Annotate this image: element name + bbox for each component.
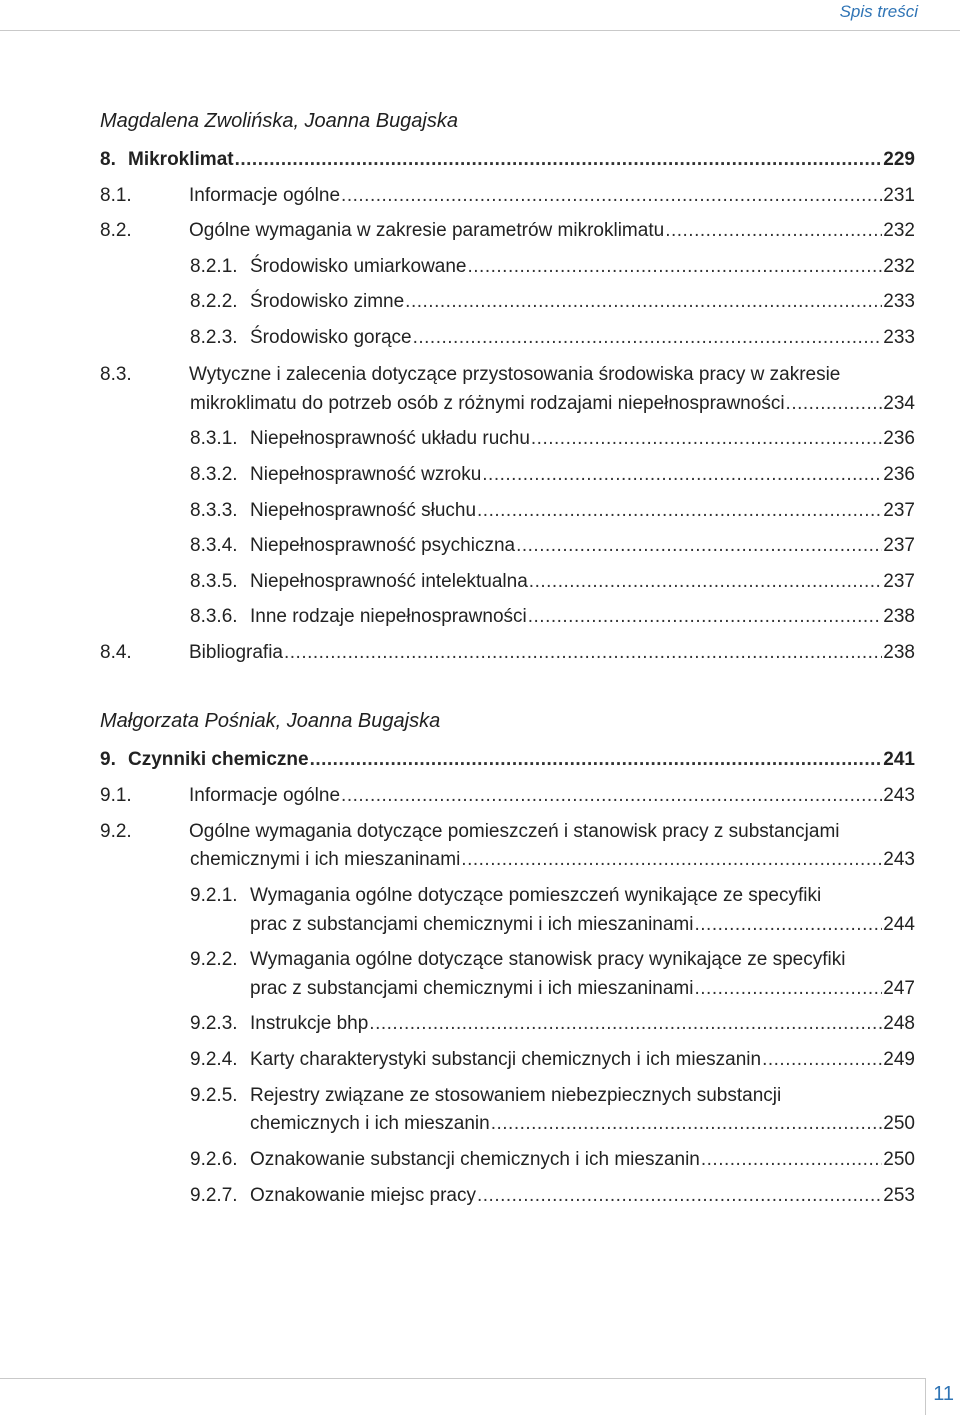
toc-entry-8-2[interactable] (100, 217, 915, 245)
toc-number: 9.2.4. (190, 1049, 238, 1070)
toc-title: Instrukcje bhp (250, 1013, 369, 1034)
toc-title: Wymagania ogólne dotyczące pomieszczeń wynikające ze specyfiki (250, 885, 822, 906)
toc-entry-9-2-5-line2[interactable] (250, 1110, 915, 1138)
toc-number: 8.4. (100, 642, 132, 663)
toc-page: 238 (883, 642, 915, 663)
dot-leader (516, 532, 882, 560)
section-title: Spis treści (839, 2, 918, 21)
toc-chapter-8[interactable] (100, 146, 915, 174)
toc-page: 247 (883, 978, 915, 999)
toc-page: 250 (883, 1149, 915, 1170)
toc-number: 8.3. (100, 364, 132, 385)
toc-page: 232 (883, 220, 915, 241)
dot-leader (762, 1046, 882, 1074)
toc-entry-8-3-6[interactable] (190, 603, 915, 631)
toc-entry-8-3-3[interactable] (190, 497, 915, 525)
toc-page: 253 (883, 1185, 915, 1206)
toc-entry-8-2-3[interactable] (190, 324, 915, 352)
toc-title-continued: prac z substancjami chemicznymi i ich mieszaninami (250, 978, 694, 999)
toc-number: 9.2. (100, 821, 132, 842)
dot-leader (477, 1182, 882, 1210)
toc-number: 8.3.1. (190, 428, 238, 449)
toc-entry-9-2-4[interactable] (190, 1046, 915, 1074)
toc-title: Bibliografia (189, 642, 283, 663)
toc-number: 8.1. (100, 185, 132, 206)
toc-number: 8.2.3. (190, 327, 238, 348)
dot-leader (701, 1146, 882, 1174)
toc-page: 237 (883, 535, 915, 556)
toc-entry-9-2-line1[interactable] (100, 818, 840, 846)
toc-number: 9.2.2. (190, 949, 238, 970)
toc-chapter-9[interactable] (100, 746, 915, 774)
dot-leader (477, 497, 882, 525)
dot-leader (468, 253, 883, 281)
toc-entry-9-2-1-line2[interactable] (250, 911, 915, 939)
toc-title-continued: mikroklimatu do potrzeb osób z różnymi rodzajami niepełnosprawności (190, 393, 785, 414)
toc-number: 9. (100, 749, 116, 770)
toc-page: 229 (883, 149, 915, 170)
toc-title: Informacje ogólne (189, 185, 341, 206)
dot-leader (531, 425, 882, 453)
toc-entry-9-2-3[interactable] (190, 1010, 915, 1038)
toc-entry-8-3-4[interactable] (190, 532, 915, 560)
toc-title-continued: prac z substancjami chemicznymi i ich mieszaninami (250, 914, 694, 935)
dot-leader (413, 324, 883, 352)
page-number-divider (925, 1378, 926, 1415)
toc-entry-8-3-5[interactable] (190, 568, 915, 596)
toc-entry-8-2-2[interactable] (190, 288, 915, 316)
toc-number: 8.2.1. (190, 256, 238, 277)
dot-leader (528, 603, 883, 631)
chapter-9-authors: Małgorzata Pośniak, Joanna Bugajska (100, 710, 441, 732)
toc-number: 9.2.5. (190, 1085, 238, 1106)
toc-entry-9-2-5-line1[interactable] (190, 1082, 781, 1110)
toc-number: 9.2.6. (190, 1149, 238, 1170)
toc-entry-8-3-line1[interactable] (100, 361, 840, 389)
toc-entry-9-2-2-line1[interactable] (190, 946, 845, 974)
toc-title: Środowisko gorące (250, 327, 412, 348)
toc-title: Niepełnosprawność słuchu (250, 500, 477, 521)
dot-leader (341, 782, 882, 810)
toc-entry-8-1[interactable] (100, 182, 915, 210)
toc-title: Środowisko umiarkowane (250, 256, 467, 277)
toc-entry-8-3-line2[interactable] (190, 390, 915, 418)
toc-page: 237 (883, 500, 915, 521)
dot-leader (235, 146, 883, 174)
toc-entry-8-3-2[interactable] (190, 461, 915, 489)
toc-title: Mikroklimat (128, 149, 234, 170)
toc-number: 8.3.3. (190, 500, 238, 521)
toc-page: 249 (883, 1049, 915, 1070)
toc-number: 8.3.2. (190, 464, 238, 485)
toc-entry-8-4[interactable] (100, 639, 915, 667)
toc-page: 250 (883, 1113, 915, 1134)
toc-number: 8.2. (100, 220, 132, 241)
toc-entry-9-2-2-line2[interactable] (250, 975, 915, 1003)
toc-page: 236 (883, 428, 915, 449)
toc-page: 233 (883, 291, 915, 312)
toc-number: 8.3.5. (190, 571, 238, 592)
toc-page: 241 (883, 749, 915, 770)
dot-leader (284, 639, 882, 667)
toc-page: 248 (883, 1013, 915, 1034)
toc-page: 233 (883, 327, 915, 348)
page-number: 11 (933, 1383, 954, 1405)
toc-title-continued: chemicznych i ich mieszanin (250, 1113, 490, 1134)
toc-number: 9.1. (100, 785, 132, 806)
toc-entry-9-2-line2[interactable] (190, 846, 915, 874)
toc-title: Ogólne wymagania dotyczące pomieszczeń i stanowisk pracy z substancjami (189, 821, 840, 842)
toc-page: 234 (883, 393, 915, 414)
toc-title: Informacje ogólne (189, 785, 341, 806)
toc-title: Wytyczne i zalecenia dotyczące przystosowania środowiska pracy w zakresie (189, 364, 841, 385)
toc-title: Oznakowanie substancji chemicznych i ich mieszanin (250, 1149, 700, 1170)
toc-page: 243 (883, 849, 915, 870)
toc-title: Ogólne wymagania w zakresie parametrów mikroklimatu (189, 220, 665, 241)
toc-page: 236 (883, 464, 915, 485)
toc-title: Niepełnosprawność psychiczna (250, 535, 516, 556)
toc-title: Niepełnosprawność układu ruchu (250, 428, 530, 449)
toc-number: 8. (100, 149, 116, 170)
dot-leader (665, 217, 882, 245)
dot-leader (482, 461, 882, 489)
toc-entry-9-2-1-line1[interactable] (190, 882, 821, 910)
toc-page: 231 (883, 185, 915, 206)
dot-leader (310, 746, 883, 774)
top-divider (0, 30, 960, 31)
toc-title: Niepełnosprawność intelektualna (250, 571, 528, 592)
toc-number: 8.3.6. (190, 606, 238, 627)
toc-number: 8.2.2. (190, 291, 238, 312)
dot-leader (461, 846, 882, 874)
toc-page: 238 (883, 606, 915, 627)
bottom-divider (0, 1378, 925, 1379)
toc-title: Karty charakterystyki substancji chemicznych i ich mieszanin (250, 1049, 762, 1070)
toc-page: 237 (883, 571, 915, 592)
toc-entry-8-2-1[interactable] (190, 253, 915, 281)
toc-entry-9-2-6[interactable] (190, 1146, 915, 1174)
toc-number: 8.3.4. (190, 535, 238, 556)
dot-leader (341, 182, 882, 210)
toc-entry-9-1[interactable] (100, 782, 915, 810)
dot-leader (491, 1110, 883, 1138)
toc-title-continued: chemicznymi i ich mieszaninami (190, 849, 461, 870)
dot-leader (529, 568, 883, 596)
toc-title: Czynniki chemiczne (128, 749, 309, 770)
toc-entry-9-2-7[interactable] (190, 1182, 915, 1210)
toc-number: 9.2.1. (190, 885, 238, 906)
toc-page: 243 (883, 785, 915, 806)
toc-title: Inne rodzaje niepełnosprawności (250, 606, 527, 627)
toc-title: Niepełnosprawność wzroku (250, 464, 482, 485)
chapter-8-authors: Magdalena Zwolińska, Joanna Bugajska (100, 110, 458, 132)
toc-title: Wymagania ogólne dotyczące stanowisk pracy wynikające ze specyfiki (250, 949, 846, 970)
toc-page: 232 (883, 256, 915, 277)
dot-leader (405, 288, 882, 316)
toc-number: 9.2.3. (190, 1013, 238, 1034)
toc-page: 244 (883, 914, 915, 935)
dot-leader (694, 911, 882, 939)
dot-leader (694, 975, 882, 1003)
toc-title: Rejestry związane ze stosowaniem niebezpiecznych substancji (250, 1085, 782, 1106)
toc-title: Środowisko zimne (250, 291, 405, 312)
toc-number: 9.2.7. (190, 1185, 238, 1206)
toc-entry-8-3-1[interactable] (190, 425, 915, 453)
dot-leader (786, 390, 883, 418)
toc-title: Oznakowanie miejsc pracy (250, 1185, 476, 1206)
dot-leader (369, 1010, 882, 1038)
